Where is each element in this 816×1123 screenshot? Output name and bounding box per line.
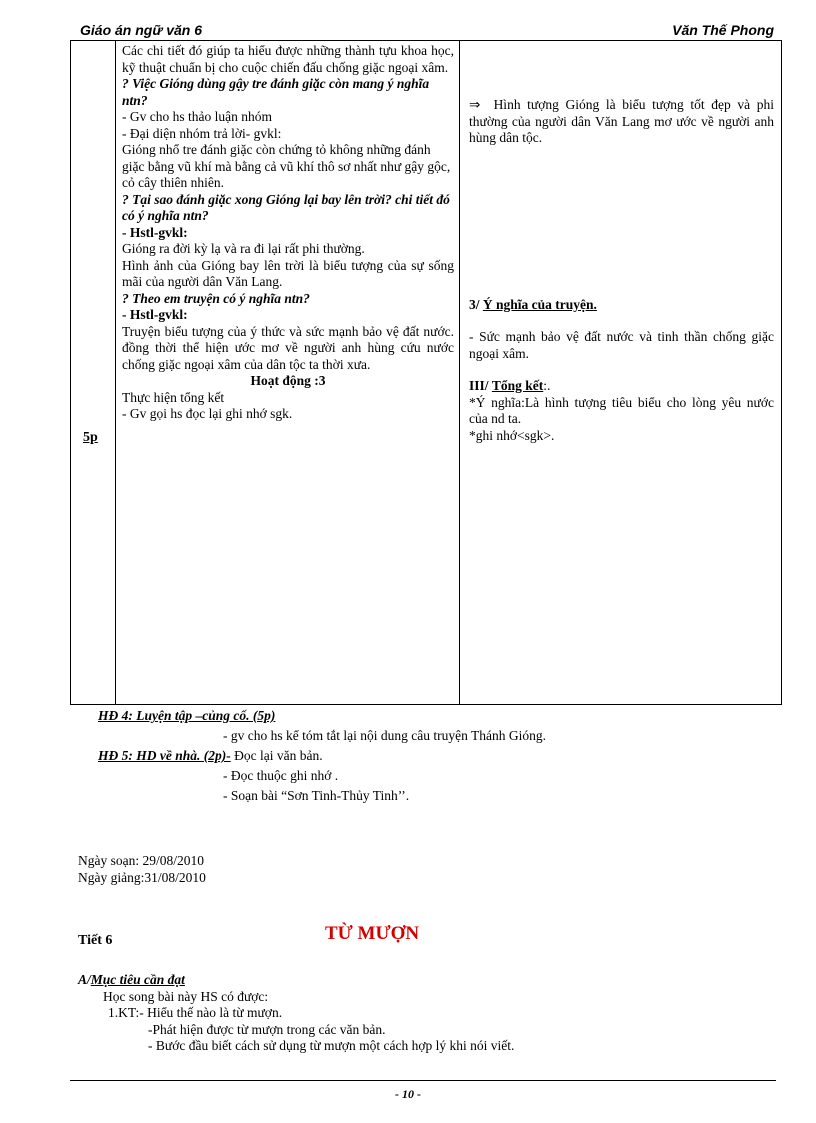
section-number: III/	[469, 378, 489, 393]
header-right: Văn Thế Phong	[672, 22, 774, 38]
para: Các chi tiết đó giúp ta hiểu được những thành tựu khoa học, kỹ thuật chuẩn bị cho cuộc chiến đấu chống giặc ngoại xâm.	[122, 43, 454, 75]
time-column	[71, 40, 116, 704]
para: - Đại diện nhóm trả lời- gvkl:	[122, 125, 282, 141]
goal-line: -Phát hiện được từ mượn trong các văn bản.	[148, 1021, 386, 1037]
para: Hình ảnh của Gióng bay lên trời là biểu tượng của sự sống mãi của người dân Văn Lang.	[122, 257, 454, 289]
content-column	[464, 40, 781, 704]
page-number: - 10 -	[395, 1087, 421, 1101]
para: - Gv gọi hs đọc lại ghi nhớ sgk.	[122, 406, 293, 421]
section-heading	[469, 378, 774, 395]
para: Gióng nhổ tre đánh giặc còn chứng tỏ không những đánh giặc bằng vũ khí mà bằng cả vũ khí thô sơ nhất như gậy gộc, cỏ cây thiên nhiên.	[122, 142, 451, 190]
arrow-icon: ⇒	[469, 97, 481, 113]
para: Truyện biểu tượng của ý thức và sức mạnh bảo vệ đất nước. đồng thời thể hiện ước mơ về người anh hùng cứu nước chống giặc ngoại xâm của dân tộc ta thời xưa.	[122, 323, 454, 372]
para: *Ý nghĩa:Là hình tượng tiêu biểu cho lòng yêu nước của nd ta.	[469, 394, 774, 426]
homework-line: - Soạn bài “Sơn Tinh-Thủy Tinh’’.	[223, 788, 410, 803]
question: ? Tại sao đánh giặc xong Gióng lại bay lên trời? chi tiết đó có ý nghĩa ntn?	[122, 191, 450, 223]
header-left: Giáo án ngữ văn 6	[80, 22, 203, 38]
homework-section	[98, 708, 698, 808]
goals-title: Mục tiêu cần đạt	[90, 972, 185, 987]
date-prepared: Ngày soạn: 29/08/2010	[78, 853, 204, 868]
section-heading	[469, 297, 774, 314]
time-label: 5p	[83, 430, 98, 445]
activity-heading: Hoạt động :3	[250, 373, 326, 388]
section-title: Ý nghĩa của truyện.	[482, 296, 597, 312]
question: ? Việc Gióng dùng gậy tre đánh giặc còn mang ý nghĩa ntn?	[122, 76, 430, 108]
dates-block	[78, 853, 206, 886]
goals-prefix: A/	[78, 972, 91, 987]
date-taught: Ngày giảng:31/08/2010	[78, 869, 206, 885]
goal-line: 1.KT:- Hiểu thế nào là từ mượn.	[108, 1005, 283, 1020]
footer-rule	[70, 1080, 776, 1081]
conclusion-body: Hình tượng Gióng là biểu tượng tốt đẹp và phi thường của người dân Văn Lang mơ ước về người anh hùng dân tộc.	[469, 97, 775, 145]
para: Gióng ra đời kỳ lạ và ra đi lại rất phi thường.	[122, 241, 365, 256]
goal-line: - Bước đầu biết cách sử dụng từ mượn một cách hợp lý khi nói viết.	[148, 1038, 515, 1053]
para: *ghi nhớ<sgk>.	[469, 427, 555, 443]
section-number: 3/	[469, 296, 480, 312]
question: ? Theo em truyện có ý nghĩa ntn?	[122, 290, 310, 306]
para: Thực hiện tổng kết	[122, 389, 225, 405]
page-header	[80, 22, 774, 40]
lesson-table	[70, 40, 782, 705]
homework-line: - Đọc thuộc ghi nhớ .	[223, 768, 339, 783]
section-title: Tổng kết	[491, 378, 544, 393]
hd5-tail: Đọc lại văn bản.	[234, 748, 323, 763]
section-tail: :.	[543, 378, 551, 393]
para: - Sức mạnh bảo vệ đất nước và tinh thần chống giặc ngoại xâm.	[469, 329, 774, 361]
hd4-heading: HĐ 4: Luyện tập –củng cố. (5p)	[98, 708, 276, 723]
goal-line: Học song bài này HS có được:	[103, 988, 269, 1004]
lesson-label: Tiết 6	[78, 933, 113, 948]
hd5-heading: HĐ 5: HD về nhà. (2p)-	[98, 748, 231, 763]
goals-section	[78, 972, 698, 1055]
para: - Gv cho hs thảo luận nhóm	[122, 109, 272, 124]
para: - Hstl-gvkl:	[122, 307, 188, 322]
hd4-line: - gv cho hs kể tóm tắt lại nội dung câu truyện Thánh Gióng.	[223, 728, 546, 743]
activity-column	[116, 40, 460, 704]
conclusion-text	[469, 97, 774, 147]
para: - Hstl-gvkl:	[122, 224, 188, 240]
goals-heading	[78, 972, 698, 989]
lesson-title: TỪ MƯỢN	[325, 923, 420, 944]
